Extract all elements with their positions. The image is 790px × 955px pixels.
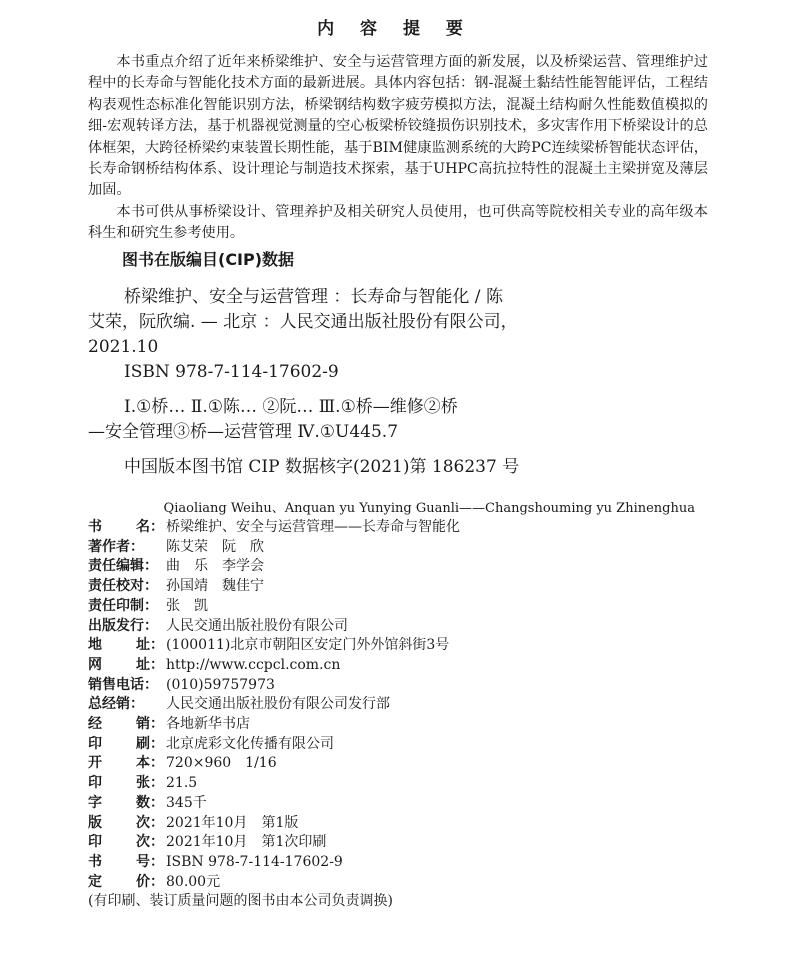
colophon-row	[88, 833, 728, 853]
colophon-value: 人民交通出版社股份有限公司发行部	[166, 696, 390, 713]
colophon-label	[88, 695, 164, 715]
colophon-label	[88, 518, 164, 538]
colophon-value: (010)59757973	[166, 676, 275, 693]
colophon-label-part: 次：	[136, 834, 164, 851]
colophon-label	[88, 833, 164, 853]
colophon-label-part: 地	[88, 637, 102, 654]
colophon-label-part: 次：	[136, 814, 164, 831]
colophon-label-part: 印	[88, 735, 102, 752]
pinyin-title: Qiaoliang Weihu、Anquan yu Yunying Guanli——Changshouming yu Zhinenghua	[163, 501, 695, 516]
colophon-label-part: 著作者：	[88, 538, 144, 555]
cip-line: 桥梁维护、安全与运营管理 ：长寿命与智能化 / 陈	[124, 287, 503, 307]
colophon-label-part: 责任编辑：	[88, 558, 158, 575]
colophon-value: 各地新华书店	[166, 716, 250, 733]
colophon-label	[88, 853, 164, 873]
colophon-label-part: 经	[88, 716, 102, 733]
colophon-value: 21.5	[166, 775, 198, 792]
colophon-label-part: 网	[88, 656, 102, 673]
colophon-label	[88, 636, 164, 656]
cip-line: 2021.10	[88, 337, 159, 357]
cip-record-number: 中国版本图书馆 CIP 数据核字(2021)第 186237 号	[124, 457, 520, 477]
colophon-value: ISBN 978-7-114-17602-9	[166, 853, 343, 870]
colophon-label-part: 总经销：	[88, 696, 144, 713]
colophon-label	[88, 656, 164, 676]
colophon-label-part: 本：	[136, 755, 164, 772]
colophon	[88, 518, 728, 912]
summary-section	[88, 52, 708, 245]
colophon-value: 人民交通出版社股份有限公司	[166, 617, 348, 634]
colophon-row	[88, 538, 728, 558]
colophon-value: (100011)北京市朝阳区安定门外外馆斜街3号	[166, 637, 450, 654]
colophon-label-part: 书	[88, 853, 102, 870]
colophon-row	[88, 715, 728, 735]
colophon-label	[88, 873, 164, 893]
colophon-label	[88, 557, 164, 577]
colophon-value: 2021年10月 第1版	[166, 814, 299, 831]
colophon-label	[88, 735, 164, 755]
colophon-label-part: 张：	[136, 775, 164, 792]
colophon-value: 345千	[166, 794, 207, 811]
colophon-label	[88, 597, 164, 617]
cip-classification: Ⅰ.①桥… Ⅱ.①陈… ②阮… Ⅲ.①桥—维修②桥	[124, 397, 458, 417]
colophon-label-part: 版	[88, 814, 102, 831]
colophon-row	[88, 814, 728, 834]
colophon-label-part: 号：	[136, 853, 164, 870]
cip-data	[88, 285, 688, 480]
colophon-label-part: 责任印制：	[88, 597, 158, 614]
colophon-label-part: 名：	[136, 519, 164, 535]
colophon-label	[88, 676, 164, 696]
colophon-label-part: 数：	[136, 794, 164, 811]
summary-paragraph: 本书重点介绍了近年来桥梁维护、安全与运营管理方面的新发展，以及桥梁运营、管理维护过程中的长寿命与智能化技术方面的最新进展。具体内容包括：钢-混凝土黏结性能智能评估，工程结构表观性态标准化智能识别方法，桥梁钢结构数字疲劳模拟方法，混凝土结构耐久性能数值模拟的细-宏观转译方法，基于机器视觉测量的空心板梁桥铰缝损伤识别技术，多灾害作用下桥梁设计的总体框架，大跨径桥梁约束装置长期性能，基于BIM健康监测系统的大跨PC连续梁桥智能状态评估，长寿命钢桥结构体系、设计理论与制造技术探索，基于UHPC高抗拉特性的混凝土主梁拼宽及薄层加固。	[88, 54, 708, 199]
colophon-row	[88, 518, 728, 538]
colophon-label-part: 址：	[136, 637, 164, 654]
colophon-label-part: 销：	[136, 716, 164, 733]
colophon-value: 曲 乐 李学会	[166, 558, 264, 575]
colophon-row	[88, 636, 728, 656]
colophon-row	[88, 794, 728, 814]
cip-isbn: ISBN 978-7-114-17602-9	[124, 362, 339, 382]
colophon-row	[88, 617, 728, 637]
colophon-row	[88, 597, 728, 617]
colophon-label-part: 刷：	[136, 735, 164, 752]
colophon-label	[88, 617, 164, 637]
page-title: 内 容 提 要	[317, 19, 473, 39]
colophon-row	[88, 695, 728, 715]
colophon-label-part: 责任校对：	[88, 578, 158, 595]
colophon-label-part: 印	[88, 834, 102, 851]
colophon-row	[88, 774, 728, 794]
colophon-label	[88, 538, 164, 558]
colophon-row	[88, 853, 728, 873]
colophon-label-part: 销售电话：	[88, 676, 158, 693]
colophon-row	[88, 676, 728, 696]
colophon-label-part: 址：	[136, 656, 164, 673]
colophon-row	[88, 735, 728, 755]
colophon-label-part: 印	[88, 775, 102, 792]
colophon-value: 80.00元	[166, 873, 221, 890]
colophon-row	[88, 656, 728, 676]
colophon-value: http://www.ccpcl.com.cn	[166, 656, 341, 673]
cip-classification: —安全管理③桥—运营管理 Ⅳ.①U445.7	[88, 422, 399, 442]
colophon-label-part: 书	[88, 519, 102, 535]
colophon-label	[88, 794, 164, 814]
quality-note: (有印刷、装订质量问题的图书由本公司负责调换)	[88, 893, 393, 910]
colophon-label-part: 字	[88, 794, 102, 811]
colophon-label	[88, 754, 164, 774]
colophon-value: 2021年10月 第1次印刷	[166, 834, 327, 851]
colophon-row	[88, 577, 728, 597]
colophon-row	[88, 557, 728, 577]
colophon-label-part: 定	[88, 873, 102, 890]
colophon-label	[88, 814, 164, 834]
colophon-label-part: 出版发行：	[88, 617, 158, 634]
colophon-value: 张 凯	[166, 597, 208, 614]
colophon-value: 陈艾荣 阮 欣	[166, 538, 264, 555]
cip-line: 艾荣，阮欣编. — 北京 ：人民交通出版社股份有限公司，	[88, 312, 518, 332]
colophon-value: 720×960 1/16	[166, 755, 277, 772]
colophon-value: 桥梁维护、安全与运营管理——长寿命与智能化	[166, 519, 460, 535]
summary-paragraph: 本书可供从事桥梁设计、管理养护及相关研究人员使用，也可供高等院校相关专业的高年级本科生和研究生参考使用。	[88, 203, 708, 242]
colophon-label-part: 价：	[136, 873, 164, 890]
colophon-value: 北京虎彩文化传播有限公司	[166, 735, 334, 752]
colophon-label	[88, 774, 164, 794]
colophon-label	[88, 577, 164, 597]
colophon-label-part: 开	[88, 755, 102, 772]
colophon-row	[88, 754, 728, 774]
colophon-label	[88, 715, 164, 735]
colophon-value: 孙国靖 魏佳宁	[166, 578, 264, 595]
colophon-row	[88, 873, 728, 893]
cip-heading: 图书在版编目(CIP)数据	[122, 250, 295, 269]
